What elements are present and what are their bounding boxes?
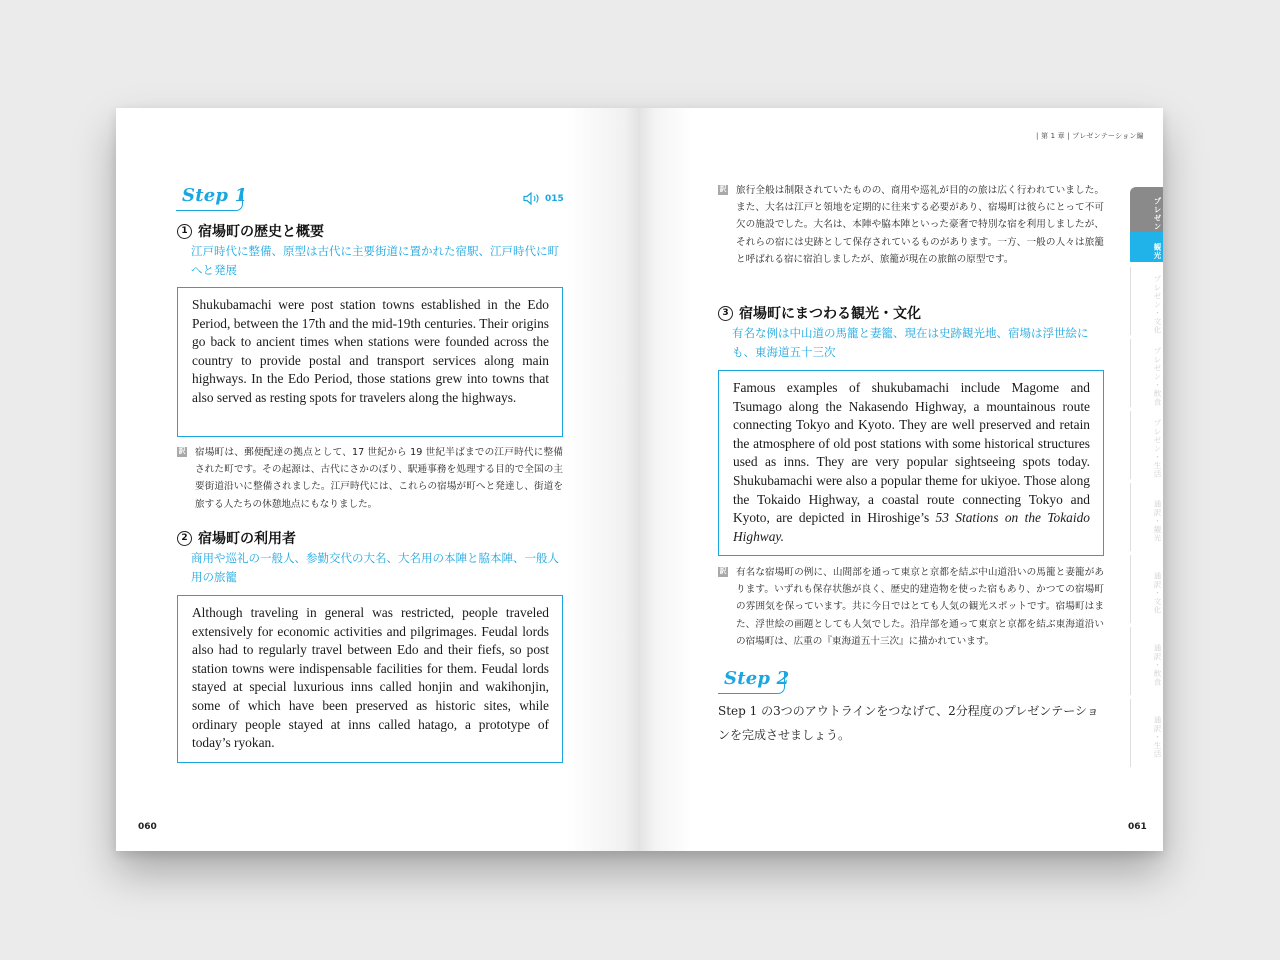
section3-translation bbox=[718, 564, 1104, 650]
step2-instruction: Step 1 の3つのアウトラインをつなげて、2分程度のプレゼンテーションを完成させましょう。 bbox=[718, 704, 1099, 742]
section1-title: 宿場町の歴史と概要 bbox=[198, 224, 324, 240]
page-number-right: 061 bbox=[1128, 822, 1147, 832]
section1-translation-text: 宿場町は、郵便配達の拠点として、17 世紀から 19 世紀半ばまでの江戸時代に整備された町です。その起源は、古代にさかのぼり、駅逓事務を処理する目的で全国の主要街道沿いに整備されました。江戸時代には、これらの宿場が町へと発達し、街道を旅する人たちの休憩地点にもなりました。 bbox=[195, 447, 563, 510]
audio-indicator[interactable] bbox=[523, 192, 564, 205]
step2-label: Step 2 bbox=[724, 668, 790, 689]
section1-translation bbox=[177, 444, 563, 513]
section2-translation bbox=[718, 182, 1104, 268]
section1-english-box: Shukubamachi were post station towns established in the Edo Period, between the 17th and the mid-19th centuries. Their origins go back to ancient times when stations were founded across the country to provide postal and transport services along main highways. In the Edo Period, those stations grew into towns that also served as resting spots for travelers along the highways. bbox=[177, 287, 563, 437]
tab-tsuyaku-kanko[interactable]: 通訳・観光 bbox=[1130, 483, 1163, 551]
right-page bbox=[640, 108, 1163, 851]
translation-icon: 訳 bbox=[719, 567, 727, 576]
section3-english-box bbox=[718, 370, 1104, 556]
tab-presen-seikatsu[interactable]: プレゼン・生活 bbox=[1130, 411, 1163, 479]
tab-tsuyaku-bunka[interactable]: 通訳・文化 bbox=[1130, 555, 1163, 623]
section3-title: 宿場町にまつわる観光・文化 bbox=[739, 306, 921, 322]
speaker-icon bbox=[523, 192, 541, 205]
tab-presen-bunka[interactable]: プレゼン・文化 bbox=[1130, 267, 1163, 335]
tab-presentation[interactable]: プレゼン bbox=[1130, 187, 1163, 232]
tab-tsuyaku-inshoku[interactable]: 通訳・飲食 bbox=[1130, 627, 1163, 695]
running-head: | 第 1 章 | プレゼンテーション編 bbox=[1036, 132, 1144, 140]
step2-hook bbox=[718, 671, 785, 694]
section2-number: 2 bbox=[177, 531, 192, 546]
section3-book-title: 53 Stations on the Tokaido Highway. bbox=[733, 510, 1090, 544]
section2-title: 宿場町の利用者 bbox=[198, 531, 296, 547]
left-page bbox=[116, 108, 640, 851]
step1-hook bbox=[176, 188, 243, 211]
translation-icon: 訳 bbox=[178, 447, 186, 456]
tab-presen-inshoku[interactable]: プレゼン・飲食 bbox=[1130, 339, 1163, 407]
section2-heading bbox=[177, 528, 296, 548]
section1-number: 1 bbox=[177, 224, 192, 239]
section3-translation-text: 有名な宿場町の例に、山間部を通って東京と京都を結ぶ中山道沿いの馬籠と妻籠があります。いずれも保存状態が良く、歴史的建造物を使った宿もあり、かつての宿場町の雰囲気を保っています。共に今日ではとても人気の観光スポットです。宿場町はまた、浮世絵の画題としても人気でした。沿岸部を通って東京と京都を結ぶ東海道沿いの宿場町は、広重の『東海道五十三次』に描かれています。 bbox=[736, 567, 1104, 647]
section1-heading bbox=[177, 221, 324, 241]
audio-track-number: 015 bbox=[545, 193, 564, 204]
section1-subtitle: 江戸時代に整備、原型は古代に主要街道に置かれた宿駅、江戸時代に町へと発展 bbox=[191, 244, 559, 277]
section3-subtitle: 有名な例は中山道の馬籠と妻籠、現在は史跡観光地、宿場は浮世絵にも、東海道五十三次 bbox=[732, 326, 1089, 359]
section3-english-text: Famous examples of shukubamachi include Magome and Tsumago along the Nakasendo Highway, a mountainous route connecting Tokyo and Kyoto. They are well preserved and retain the atmosphere of old post stations with some historical structures used as inns. They are very popular sightseeing spots today. Shukubamachi were also a popular theme for ukiyoe. Those along the Tokaido Highway, a coastal route connecting Tokyo and Kyoto, are depicted in Hiroshige’s bbox=[733, 380, 1090, 526]
tab-kanko[interactable]: 観光 bbox=[1130, 232, 1163, 262]
step1-label: Step 1 bbox=[182, 185, 248, 206]
section3-heading bbox=[718, 303, 921, 323]
section3-number: 3 bbox=[718, 306, 733, 321]
section2-english-box: Although traveling in general was restricted, people traveled extensively for economic activities and pilgrimages. Feudal lords also had to regularly travel between Edo and their fiefs, so post station towns were indispensable facilities for them. Feudal lords stayed at special luxurious inns called honjin and wakihonjin, some of which have been preserved as historic sites, while ordinary people stayed at inns called hatago, a prototype of today’s ryokan. bbox=[177, 595, 563, 763]
tab-tsuyaku-seikatsu[interactable]: 通訳・生活 bbox=[1130, 699, 1163, 767]
page-number-left: 060 bbox=[138, 822, 157, 832]
translation-icon: 訳 bbox=[719, 185, 727, 194]
section2-subtitle: 商用や巡礼の一般人、参勤交代の大名、大名用の本陣と脇本陣、一般人用の旅籠 bbox=[191, 551, 559, 584]
section2-translation-text: 旅行全般は制限されていたものの、商用や巡礼が目的の旅は広く行われていました。また、大名は江戸と領地を定期的に往来する必要があり、宿場町は彼らにとって不可欠の施設でした。大名は、本陣や脇本陣といった豪奢で特別な宿を利用しましたが、それらの宿には史跡として保存されているものがあります。一方、一般の人々は旅籠と呼ばれる宿に宿泊しましたが、旅籠が現在の旅館の原型です。 bbox=[736, 185, 1104, 265]
book-spread bbox=[116, 108, 1163, 851]
